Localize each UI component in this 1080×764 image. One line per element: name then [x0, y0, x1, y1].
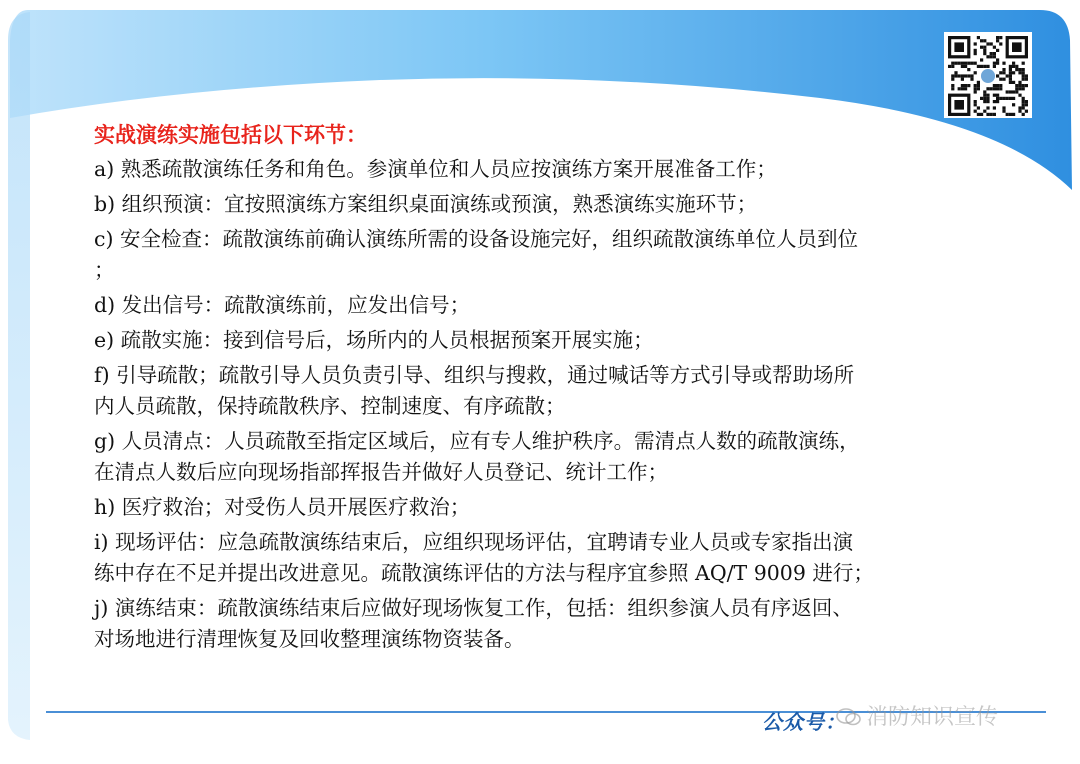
qr-code: [944, 32, 1032, 118]
signature-text: 公众号：: [762, 710, 846, 734]
list-item-line: 在清点人数后应向现场指部挥报告并做好人员登记、统计工作；: [94, 460, 668, 484]
list-item-line: b) 组织预演：宜按照演练方案组织桌面演练或预演，熟悉演练实施环节；: [94, 192, 758, 216]
list-item-line: h) 医疗救治；对受伤人员开展医疗救治；: [94, 495, 471, 519]
step-list: [94, 154, 994, 655]
list-item: [94, 154, 994, 185]
list-item-line: 对场地进行清理恢复及回收整理演练物资装备。: [94, 627, 525, 651]
list-item-line: 练中存在不足并提出改进意见。疏散演练评估的方法与程序宜参照 AQ/T 9009 进行；: [94, 561, 874, 585]
list-item-line: 内人员疏散，保持疏散秩序、控制速度、有序疏散；: [94, 394, 566, 418]
list-item: [94, 593, 994, 655]
wechat-icon: [836, 707, 862, 727]
list-item-line: c) 安全检查：疏散演练前确认演练所需的设备设施完好，组织疏散演练单位人员到位: [94, 227, 858, 251]
list-item-line: a) 熟悉疏散演练任务和角色。参演单位和人员应按演练方案开展准备工作；: [94, 157, 777, 181]
list-item: [94, 527, 994, 589]
main-content: [94, 120, 994, 659]
list-item-line: e) 疏散实施：接到信号后，场所内的人员根据预案开展实施；: [94, 328, 654, 352]
wechat-watermark: [836, 700, 998, 731]
section-heading: 实战演练实施包括以下环节：: [94, 122, 367, 147]
list-item: [94, 325, 994, 356]
list-item: [94, 290, 994, 321]
list-item-line: f) 引导疏散；疏散引导人员负责引导、组织与搜救，通过喊话等方式引导或帮助场所: [94, 363, 855, 387]
list-item-line: d) 发出信号：疏散演练前，应发出信号；: [94, 293, 471, 317]
list-item: [94, 224, 994, 286]
list-item: [94, 189, 994, 220]
list-item-line: ；: [94, 258, 115, 282]
list-item: [94, 426, 994, 488]
list-item: [94, 360, 994, 422]
watermark-text: 消防知识宣传: [866, 705, 999, 730]
list-item-line: j) 演练结束：疏散演练结束后应做好现场恢复工作，包括：组织参演人员有序返回、: [94, 596, 853, 620]
list-item: [94, 492, 994, 523]
list-item-line: i) 现场评估：应急疏散演练结束后，应组织现场评估，宜聘请专业人员或专家指出演: [94, 530, 854, 554]
list-item-line: g) 人员清点：人员疏散至指定区域后，应有专人维护秩序。需清点人数的疏散演练，: [94, 429, 860, 453]
